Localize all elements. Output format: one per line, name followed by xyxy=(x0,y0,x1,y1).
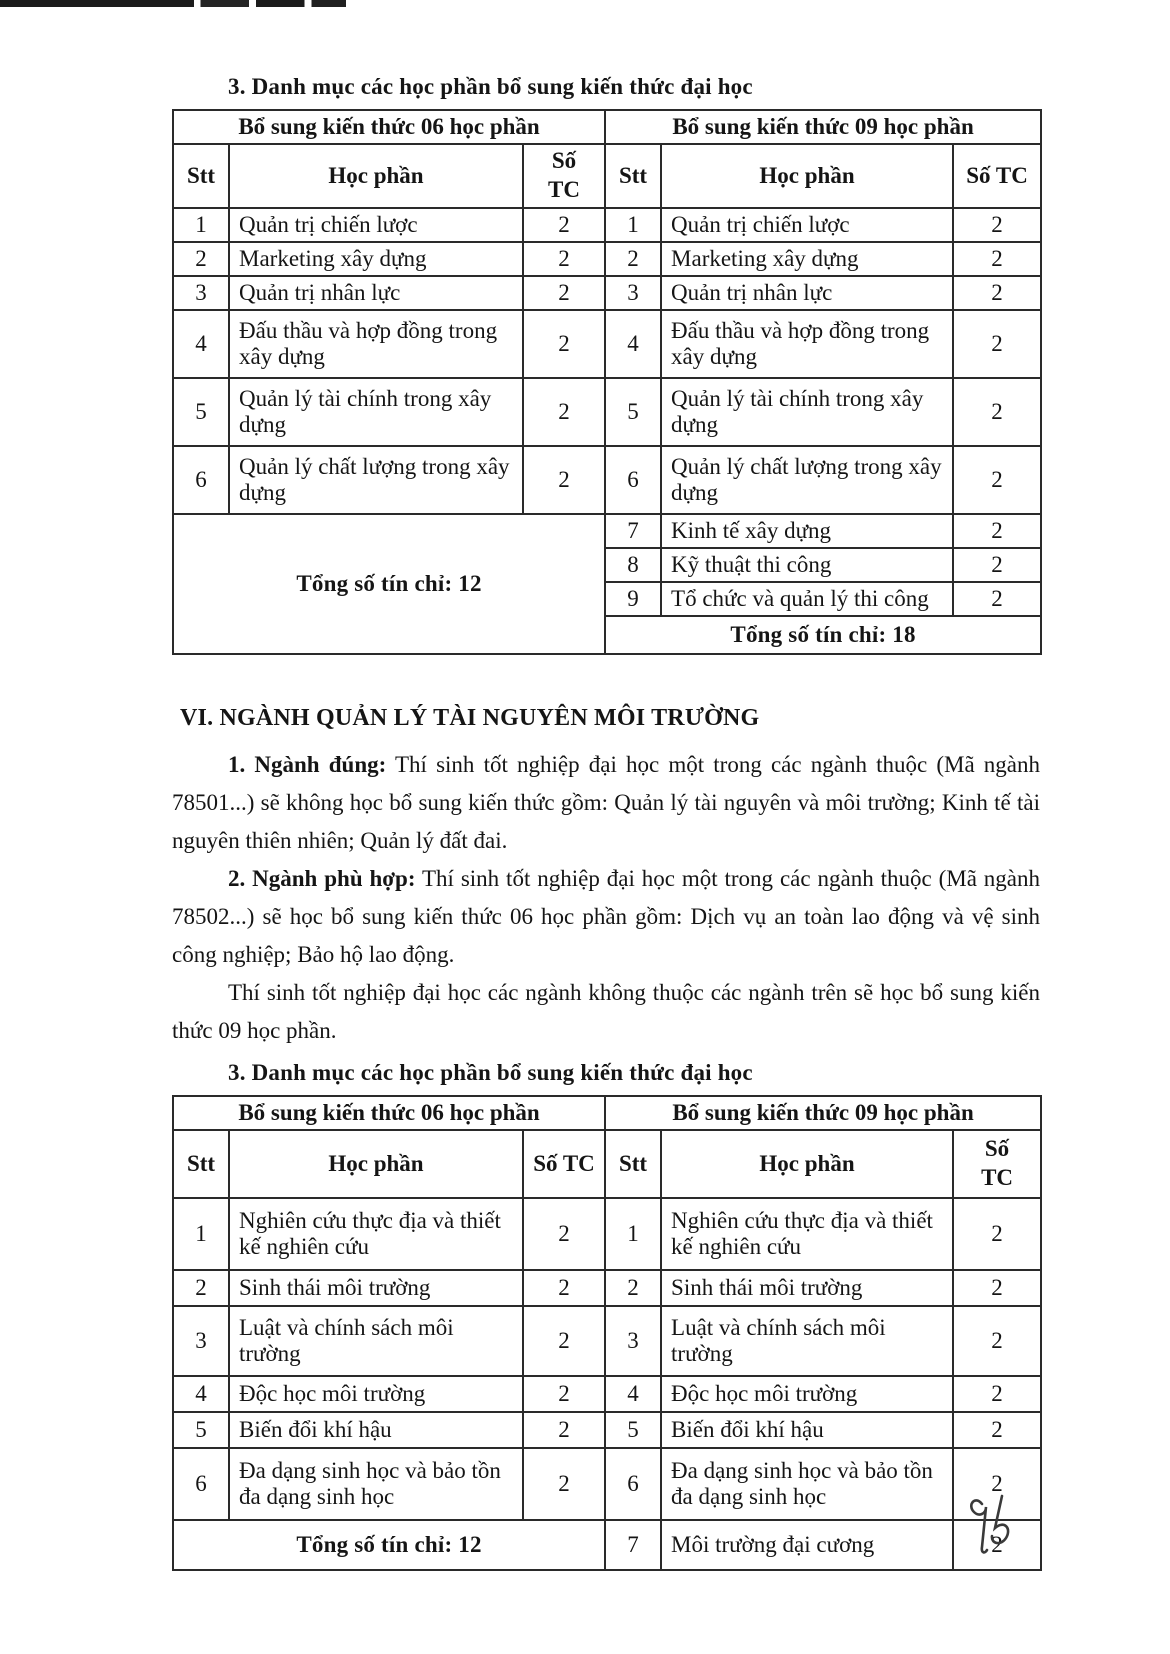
paragraph-text: Thí sinh tốt nghiệp đại học một trong các ngành thuộc (Mã ngành 78501...) sẽ không học bổ sung kiến thức gồm: Quản lý tài nguyên và môi trường; Kinh tế tài nguyên thiên nhiên; Quản lý đất đai. xyxy=(172,752,1041,853)
course-cell: Kỹ thuật thi công xyxy=(661,548,953,582)
stt-cell: 7 xyxy=(605,1520,661,1570)
stt-cell: 1 xyxy=(173,208,229,242)
course-cell: Đa dạng sinh học và bảo tồn đa dạng sinh học xyxy=(661,1448,953,1520)
paragraph-label: 2. Ngành phù hợp: xyxy=(228,866,416,891)
stt-cell: 5 xyxy=(173,378,229,446)
credits-cell: 2 xyxy=(953,548,1041,582)
paragraph-nganh-phu-hop xyxy=(172,860,1040,974)
course-cell: Quản lý tài chính trong xây dựng xyxy=(661,378,953,446)
col-header-stt: Stt xyxy=(605,1130,661,1198)
stt-cell: 1 xyxy=(173,1198,229,1270)
stt-cell: 2 xyxy=(605,242,661,276)
course-cell: Quản trị nhân lực xyxy=(661,276,953,310)
table1-section-title: 3. Danh mục các học phần bổ sung kiến thức đại học xyxy=(228,74,753,99)
stt-cell: 2 xyxy=(173,242,229,276)
stt-cell: 4 xyxy=(605,1376,661,1412)
credits-cell: 2 xyxy=(953,1448,1041,1520)
page-content xyxy=(172,74,1040,1571)
course-cell: Marketing xây dựng xyxy=(661,242,953,276)
credits-cell: 2 xyxy=(523,242,605,276)
section6-heading: VI. NGÀNH QUẢN LÝ TÀI NGUYÊN MÔI TRƯỜNG xyxy=(180,705,760,731)
credits-cell: 2 xyxy=(523,1198,605,1270)
stt-cell: 3 xyxy=(173,276,229,310)
table2-section-title: 3. Danh mục các học phần bổ sung kiến thức đại học xyxy=(228,1060,753,1085)
credits-cell: 2 xyxy=(953,446,1041,514)
credits-cell: 2 xyxy=(523,276,605,310)
credits-cell: 2 xyxy=(953,1198,1041,1270)
paragraph-text: Thí sinh tốt nghiệp đại học một trong các ngành thuộc (Mã ngành 78502...) sẽ học bổ sung kiến thức 06 học phần gồm: Dịch vụ an toàn lao động và vệ sinh công nghiệp; Bảo hộ lao động. xyxy=(172,866,1041,967)
construction-supplement-table xyxy=(172,109,1042,655)
environment-supplement-table xyxy=(172,1095,1042,1571)
course-cell: Luật và chính sách môi trường xyxy=(661,1306,953,1376)
paragraph-other-majors: Thí sinh tốt nghiệp đại học các ngành không thuộc các ngành trên sẽ học bổ sung kiến thức 09 học phần. xyxy=(172,980,1040,1043)
table-row xyxy=(173,310,1041,378)
course-cell: Quản trị chiến lược xyxy=(229,208,523,242)
table2-header-right: Bổ sung kiến thức 09 học phần xyxy=(605,1096,1041,1130)
course-cell: Sinh thái môi trường xyxy=(229,1270,523,1306)
stt-cell: 4 xyxy=(173,310,229,378)
table-row xyxy=(173,276,1041,310)
course-cell: Biến đổi khí hậu xyxy=(661,1412,953,1448)
table-row xyxy=(173,1448,1041,1520)
paragraph-nganh-dung xyxy=(172,746,1040,860)
total-credits-left: Tổng số tín chỉ: 12 xyxy=(173,1520,605,1570)
stt-cell: 4 xyxy=(605,310,661,378)
credits-cell: 2 xyxy=(953,514,1041,548)
scan-artifact-line xyxy=(0,0,346,7)
table2-header-left: Bổ sung kiến thức 06 học phần xyxy=(173,1096,605,1130)
credits-cell: 2 xyxy=(523,1412,605,1448)
course-cell: Sinh thái môi trường xyxy=(661,1270,953,1306)
course-cell: Kinh tế xây dựng xyxy=(661,514,953,548)
col-header-stt: Stt xyxy=(605,144,661,208)
course-cell: Đấu thầu và hợp đồng trong xây dựng xyxy=(661,310,953,378)
credits-cell: 2 xyxy=(953,1412,1041,1448)
credits-cell: 2 xyxy=(523,1306,605,1376)
credits-cell: 2 xyxy=(953,276,1041,310)
total-credits-right: Tổng số tín chỉ: 18 xyxy=(605,616,1041,654)
col-header-course: Học phần xyxy=(661,144,953,208)
credits-cell: 2 xyxy=(953,1520,1041,1570)
stt-cell: 6 xyxy=(173,446,229,514)
stt-cell: 3 xyxy=(605,276,661,310)
table-row xyxy=(173,378,1041,446)
table-row xyxy=(173,1198,1041,1270)
stt-cell: 6 xyxy=(173,1448,229,1520)
col-header-stt: Stt xyxy=(173,144,229,208)
course-cell: Đa dạng sinh học và bảo tồn đa dạng sinh học xyxy=(229,1448,523,1520)
stt-cell: 6 xyxy=(605,1448,661,1520)
table1-header-right: Bổ sung kiến thức 09 học phần xyxy=(605,110,1041,144)
stt-cell: 3 xyxy=(173,1306,229,1376)
course-cell: Quản trị nhân lực xyxy=(229,276,523,310)
course-cell: Quản trị chiến lược xyxy=(661,208,953,242)
credits-cell: 2 xyxy=(523,446,605,514)
stt-cell: 4 xyxy=(173,1376,229,1412)
stt-cell: 2 xyxy=(605,1270,661,1306)
credits-cell: 2 xyxy=(953,1376,1041,1412)
stt-cell: 5 xyxy=(605,378,661,446)
table-row xyxy=(173,242,1041,276)
course-cell: Độc học môi trường xyxy=(229,1376,523,1412)
col-header-credits: Số TC xyxy=(953,144,1041,208)
credits-cell: 2 xyxy=(523,1270,605,1306)
handwritten-mark xyxy=(966,1494,1018,1554)
course-cell: Nghiên cứu thực địa và thiết kế nghiên cứu xyxy=(229,1198,523,1270)
stt-cell: 5 xyxy=(173,1412,229,1448)
table-row xyxy=(173,1270,1041,1306)
credits-cell: 2 xyxy=(523,1448,605,1520)
course-cell: Nghiên cứu thực địa và thiết kế nghiên cứu xyxy=(661,1198,953,1270)
paragraph-label: 1. Ngành đúng: xyxy=(228,752,387,777)
table-row xyxy=(173,208,1041,242)
course-cell: Quản lý tài chính trong xây dựng xyxy=(229,378,523,446)
credits-cell: 2 xyxy=(953,208,1041,242)
credits-cell: 2 xyxy=(953,1306,1041,1376)
stt-cell: 9 xyxy=(605,582,661,616)
credits-cell: 2 xyxy=(953,310,1041,378)
col-header-credits: Số TC xyxy=(523,144,605,208)
credits-cell: 2 xyxy=(953,1270,1041,1306)
course-cell: Môi trường đại cương xyxy=(661,1520,953,1570)
course-cell: Độc học môi trường xyxy=(661,1376,953,1412)
table-row xyxy=(173,1306,1041,1376)
credits-cell: 2 xyxy=(953,242,1041,276)
credits-cell: 2 xyxy=(523,1376,605,1412)
stt-cell: 1 xyxy=(605,208,661,242)
table-row xyxy=(173,446,1041,514)
table-row xyxy=(173,1520,1041,1570)
credits-cell: 2 xyxy=(953,582,1041,616)
course-cell: Marketing xây dựng xyxy=(229,242,523,276)
course-cell: Đấu thầu và hợp đồng trong xây dựng xyxy=(229,310,523,378)
course-cell: Quản lý chất lượng trong xây dựng xyxy=(229,446,523,514)
course-cell: Luật và chính sách môi trường xyxy=(229,1306,523,1376)
course-cell: Biến đổi khí hậu xyxy=(229,1412,523,1448)
col-header-course: Học phần xyxy=(229,144,523,208)
total-credits-left: Tổng số tín chỉ: 12 xyxy=(173,514,605,654)
table-row xyxy=(173,1412,1041,1448)
stt-cell: 6 xyxy=(605,446,661,514)
stt-cell: 8 xyxy=(605,548,661,582)
course-cell: Tổ chức và quản lý thi công xyxy=(661,582,953,616)
stt-cell: 1 xyxy=(605,1198,661,1270)
course-cell: Quản lý chất lượng trong xây dựng xyxy=(661,446,953,514)
stt-cell: 5 xyxy=(605,1412,661,1448)
stt-cell: 3 xyxy=(605,1306,661,1376)
col-header-course: Học phần xyxy=(661,1130,953,1198)
credits-cell: 2 xyxy=(953,378,1041,446)
table1-header-left: Bổ sung kiến thức 06 học phần xyxy=(173,110,605,144)
stt-cell: 2 xyxy=(173,1270,229,1306)
table-row xyxy=(173,514,1041,548)
col-header-course: Học phần xyxy=(229,1130,523,1198)
credits-cell: 2 xyxy=(523,310,605,378)
stt-cell: 7 xyxy=(605,514,661,548)
col-header-credits: Số TC xyxy=(523,1130,605,1198)
credits-cell: 2 xyxy=(523,208,605,242)
col-header-credits: Số TC xyxy=(953,1130,1041,1198)
table-row xyxy=(173,1376,1041,1412)
credits-cell: 2 xyxy=(523,378,605,446)
col-header-stt: Stt xyxy=(173,1130,229,1198)
